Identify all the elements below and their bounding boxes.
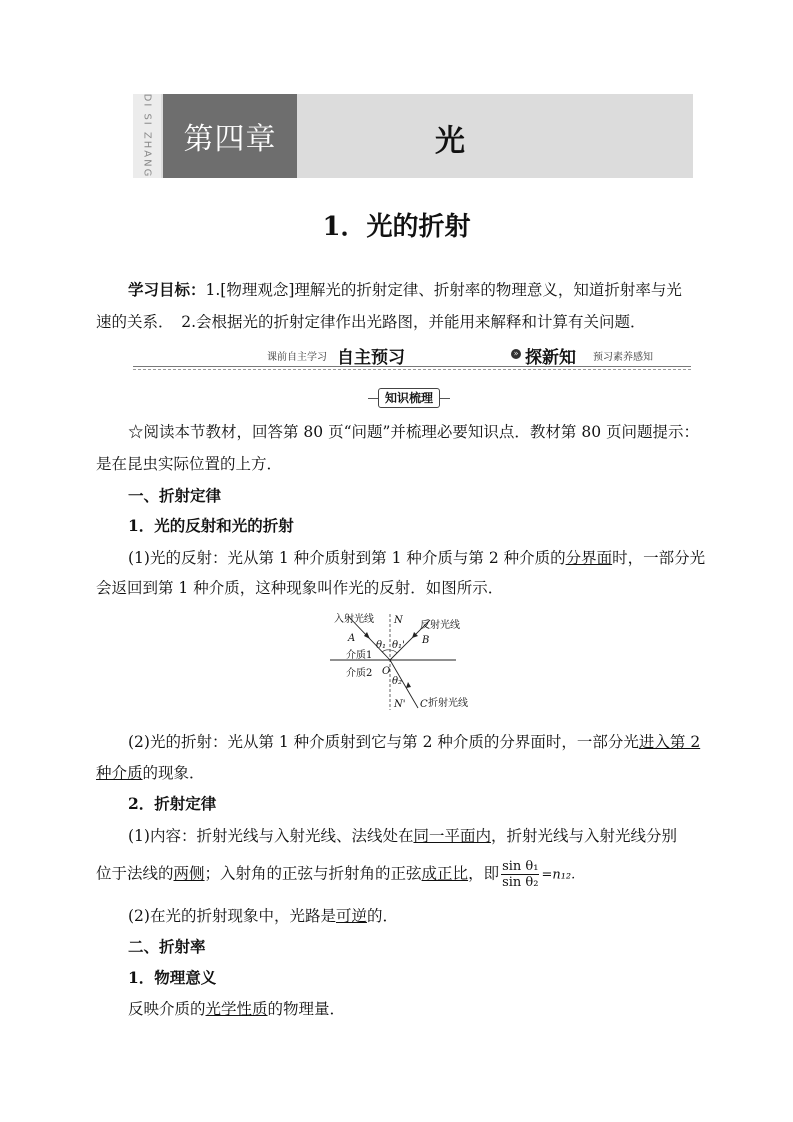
meaning-line <box>128 999 345 1019</box>
law-underlined-1: 同一平面内 <box>413 827 491 845</box>
label-B: B <box>422 635 430 646</box>
chapter-banner <box>133 94 693 178</box>
law-underlined-2: 两侧 <box>173 864 205 883</box>
refraction-underlined-1: 进入第 2 <box>638 733 701 751</box>
law-underlined-3: 成正比 <box>421 864 469 883</box>
refraction-post: 的现象． <box>142 764 205 782</box>
label-refracted: 折射光线 <box>428 698 468 709</box>
snell-fraction <box>501 859 539 890</box>
label-medium-1: 介质1 <box>346 650 373 661</box>
law-line-2 <box>96 859 575 890</box>
reflection-pre: (1)光的反射：光从第 1 种介质射到第 1 种介质与第 2 种介质的 <box>128 549 566 567</box>
meaning-underlined: 光学性质 <box>205 1000 268 1018</box>
reflection-underlined: 分界面 <box>565 549 613 567</box>
knowledge-tag <box>368 388 448 408</box>
refraction-line-1 <box>128 732 700 752</box>
chapter-label: 第四章 <box>163 94 297 178</box>
heading-refractive-index: 二、折射率 <box>128 937 206 956</box>
law-pre: (1)内容：折射光线与入射光线、法线处在 <box>128 827 414 845</box>
reflection-post: 时，一部分光 <box>612 549 706 567</box>
law-rhs: =n₁₂. <box>541 867 576 883</box>
reflection-line-2: 会返回到第 1 种介质，这种现象叫作光的反射．如图所示． <box>96 579 504 597</box>
reflection-line-1 <box>128 548 705 568</box>
preview-rule-1 <box>133 366 691 367</box>
objectives-line-2: 速的关系． 2.会根据光的折射定律作出光路图，并能用来解释和计算有关问题． <box>96 313 646 331</box>
knowledge-tag-label: 知识梳理 <box>378 388 440 408</box>
section-title: 1．光的折射 <box>322 212 471 242</box>
tag-line-left <box>368 398 378 399</box>
label-C: C <box>420 699 428 710</box>
law-line2-mid: ；入射角的正弦与折射角的正弦 <box>204 864 422 883</box>
law-line2-pre: 位于法线的 <box>96 864 174 883</box>
label-N-prime: N' <box>394 699 406 710</box>
reversible-pre: (2)在光的折射现象中，光路是 <box>128 907 336 925</box>
fraction-denominator: sin θ₂ <box>502 875 539 890</box>
meaning-pre: 反映介质的 <box>128 1000 206 1018</box>
refraction-line-2 <box>96 763 205 783</box>
reversible-line <box>128 906 398 926</box>
incident-arrow-icon <box>364 632 370 639</box>
law-mid: ，折射光线与入射光线分别 <box>490 827 677 845</box>
banner-side-text: DI SI ZHANG <box>141 93 153 179</box>
label-O: O <box>382 666 391 677</box>
refraction-pre: (2)光的折射：光从第 1 种介质射到它与第 2 种介质的分界面时，一部分光 <box>128 733 639 751</box>
objectives-text-1: 1.[物理观念]理解光的折射定律、折射率的物理意义，知道折射率与光 <box>205 281 682 299</box>
intro-line-2: 是在昆虫实际位置的上方． <box>96 455 283 473</box>
objectives-line-1 <box>128 280 682 300</box>
reversible-underlined: 可逆 <box>335 907 367 925</box>
label-reflected: 反射光线 <box>420 620 460 631</box>
intro-line-1: ☆阅读本节教材，回答第 80 页“问题”并梳理必要知识点．教材第 80 页问题提示： <box>128 423 700 441</box>
preview-rule-2 <box>133 369 691 370</box>
refraction-underlined-2: 种介质 <box>96 764 143 782</box>
chapter-title: 光 <box>435 124 465 159</box>
preview-main-left: 自主预习 <box>337 348 405 368</box>
label-medium-2: 介质2 <box>346 668 373 679</box>
tag-line-right <box>440 398 450 399</box>
objectives-label: 学习目标： <box>128 280 206 299</box>
fraction-numerator: sin θ₁ <box>502 859 539 874</box>
label-A: A <box>348 633 356 644</box>
label-incident: 入射光线 <box>334 614 374 625</box>
banner-side-strip <box>133 94 161 178</box>
heading-law: 2．折射定律 <box>128 794 217 813</box>
double-chevron-icon: » <box>511 349 521 359</box>
meaning-post: 的物理量． <box>267 1000 346 1018</box>
label-theta1: θ₁ <box>376 640 387 651</box>
refracted-arrow-icon <box>406 682 411 688</box>
refraction-diagram <box>330 606 490 716</box>
reversible-post: 的． <box>366 907 398 925</box>
preview-bar <box>133 338 691 372</box>
law-line2-post: ，即 <box>468 864 500 883</box>
label-theta2: θ₂ <box>392 676 403 687</box>
preview-right-small: 预习素养感知 <box>593 352 653 363</box>
heading-physical-meaning: 1．物理意义 <box>128 968 217 987</box>
label-theta1-prime: θ₁' <box>392 640 405 651</box>
heading-refraction-law: 一、折射定律 <box>128 486 222 505</box>
preview-main-right: 探新知 <box>525 348 576 368</box>
law-line-1 <box>128 826 677 846</box>
label-N: N <box>394 615 403 626</box>
heading-reflection-refraction: 1．光的反射和光的折射 <box>128 516 294 535</box>
preview-left-small: 课前自主学习 <box>267 352 327 363</box>
